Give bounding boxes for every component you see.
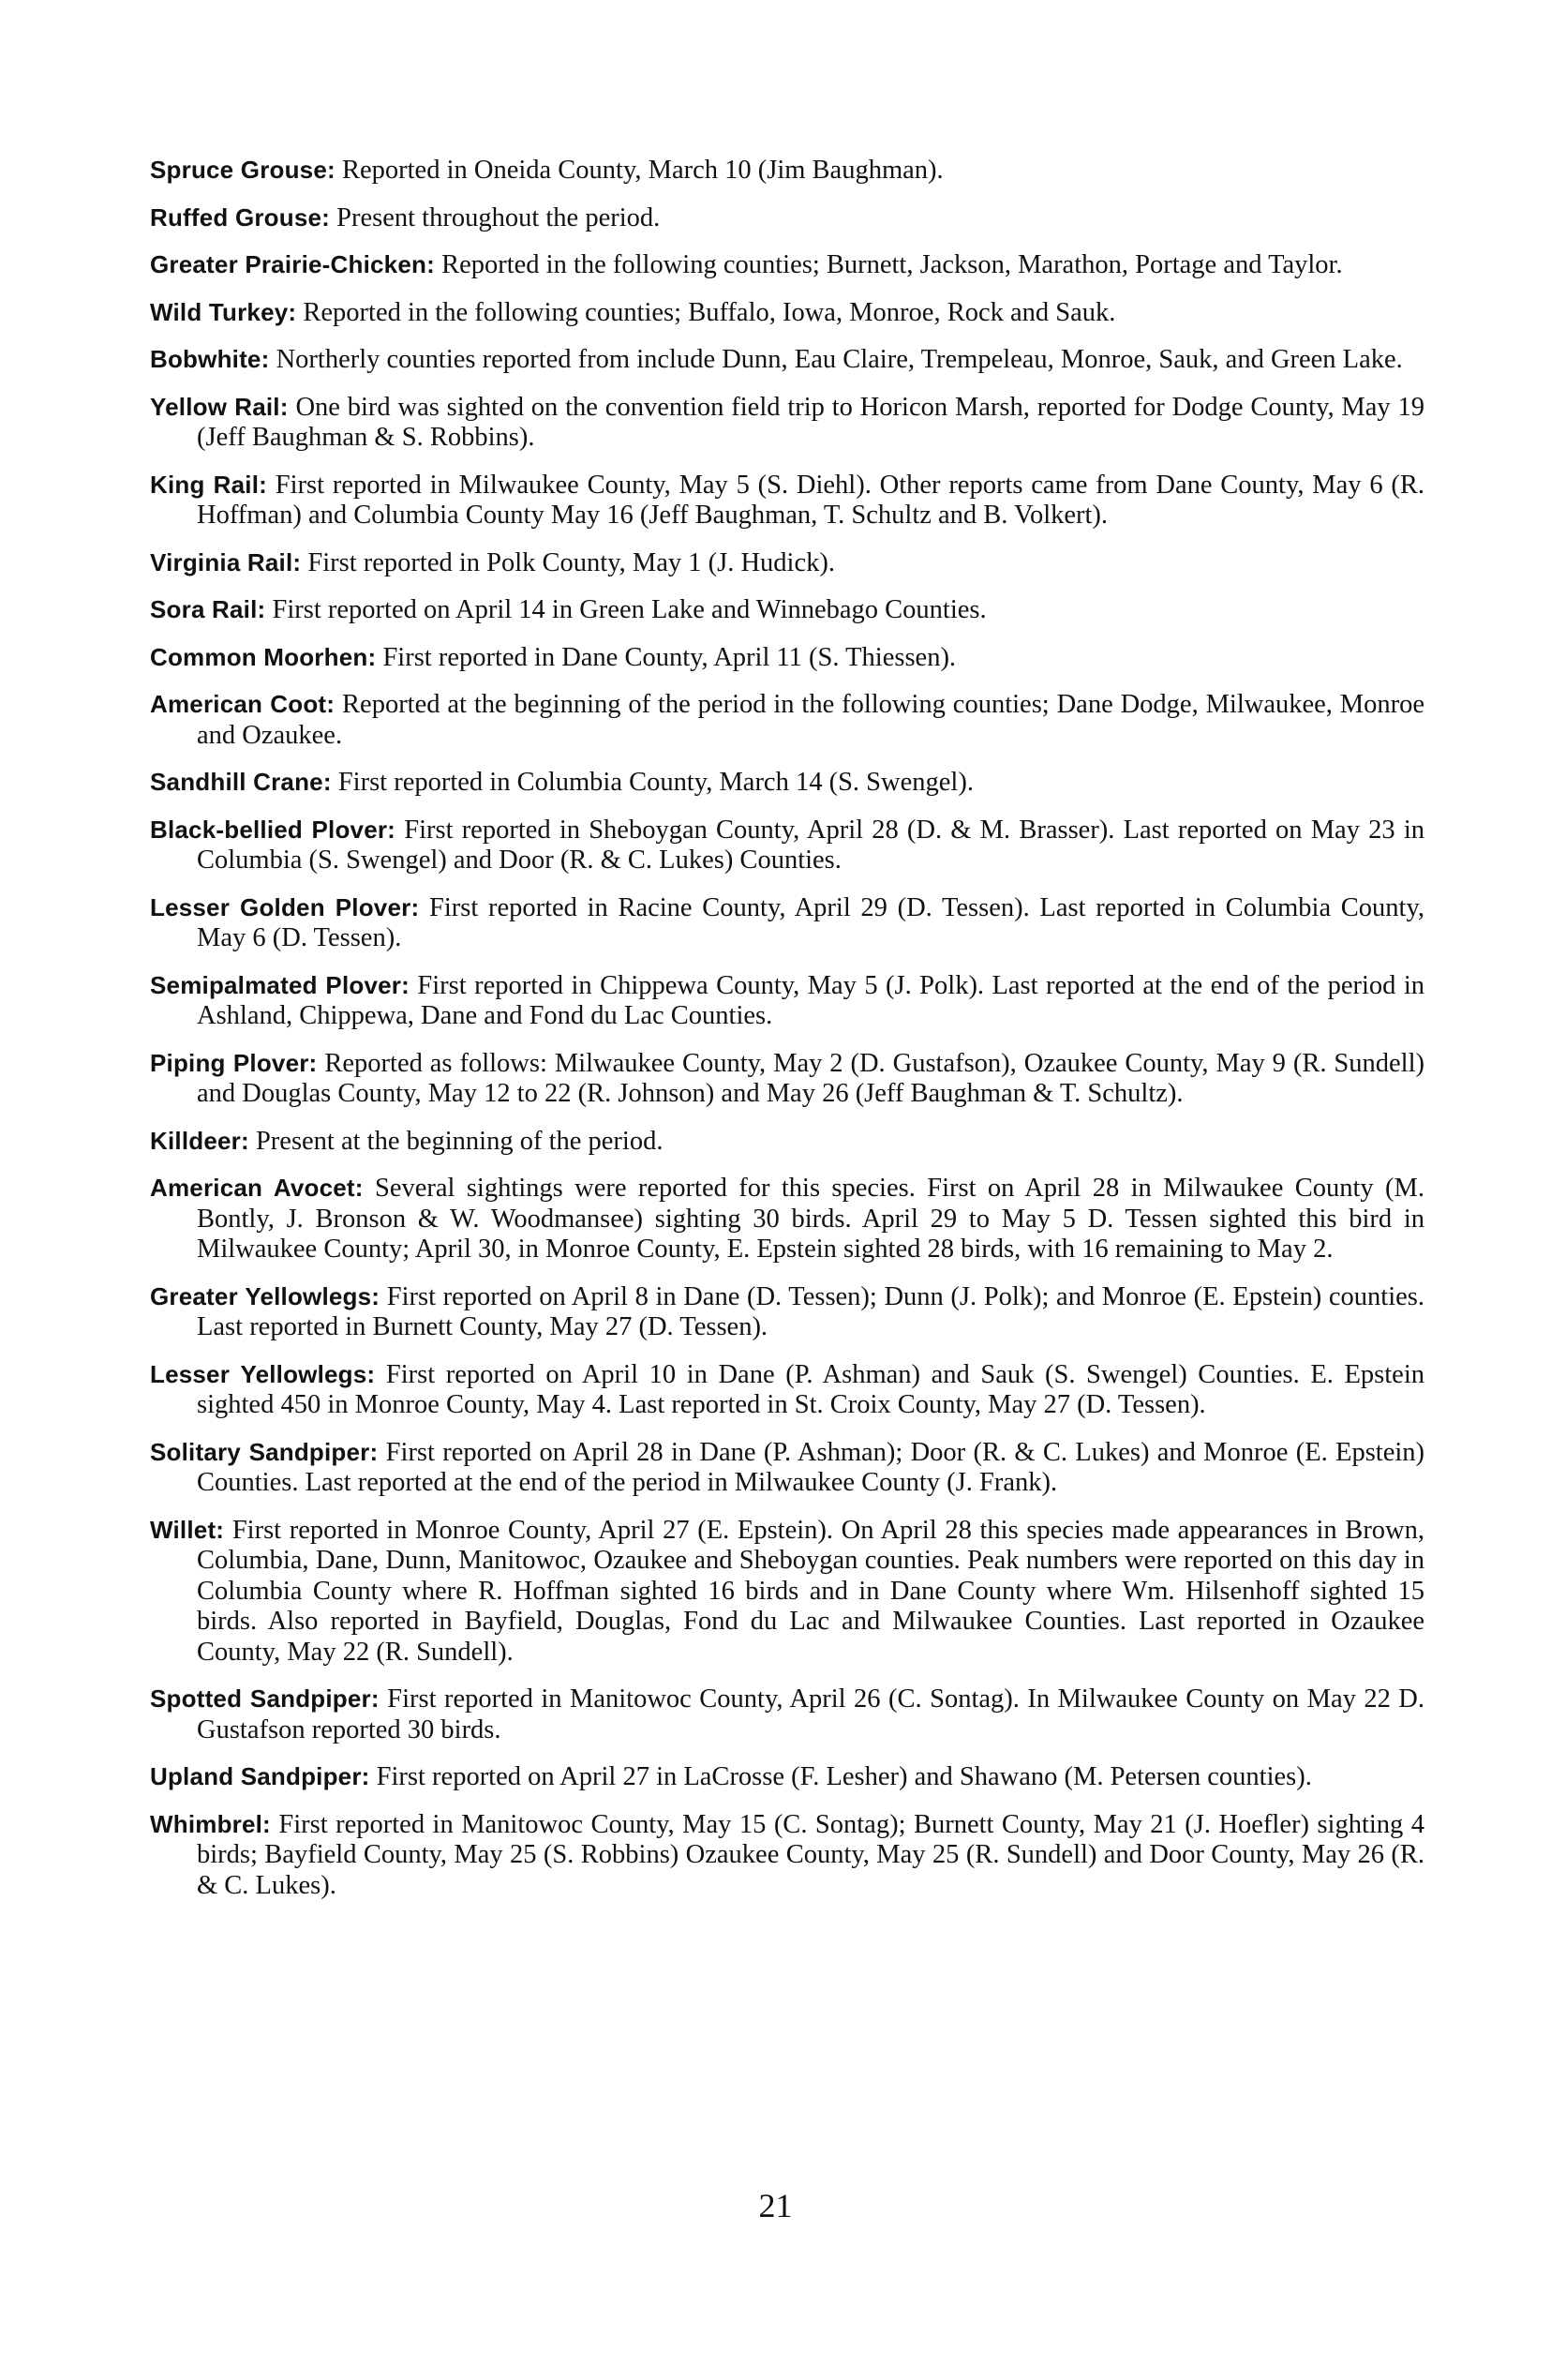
species-name: Bobwhite: [150,345,270,373]
entry-common-moorhen [150,642,1424,674]
entry-text: One bird was sighted on the convention field trip to Horicon Marsh, reported for Dodge County, May 19 (Jeff Baughman & S. Robbins). [197,392,1424,452]
species-name: Upland Sandpiper: [150,1762,370,1790]
entry-king-rail [150,470,1424,531]
entry-lesser-yellowlegs [150,1359,1424,1421]
entry-text: Reported in Oneida County, March 10 (Jim Baughman). [341,156,944,185]
entry-text: First reported on April 27 in LaCrosse (F. Lesher) and Shawano (M. Petersen counties). [376,1762,1312,1791]
entry-text: First reported in Chippewa County, May 5 (J. Polk). Last reported at the end of the period in Ashland, Chippewa, Dane and Fond du Lac Counties. [197,970,1425,1030]
entry-text: Several sightings were reported for this species. First on April 28 in Milwaukee County (M. Bontly, J. Bronson & W. Woodmansee) sighting 30 birds. April 29 to May 5 D. Tessen sighted this bird in Milwaukee County; April 30, in Monroe County, E. Epstein sighted 28 birds, with 16 remaining to May 2. [197,1174,1424,1264]
species-name: Whimbrel: [150,1809,271,1838]
entry-text: First reported in Dane County, April 11 (S. Thiessen). [382,642,957,672]
page-number: 21 [758,2187,793,2224]
entry-text: Reported in the following counties; Burnett, Jackson, Marathon, Portage and Taylor. [441,250,1343,279]
entry-yellow-rail [150,392,1424,454]
species-name: Greater Prairie-Chicken: [150,250,435,278]
entry-text: First reported on April 10 in Dane (P. Ashman) and Sauk (S. Swengel) Counties. E. Epstein sighted 450 in Monroe County, May 4. Last reported in St. Croix County, May 27 (D. Tessen). [197,1359,1424,1419]
species-name: Killdeer: [150,1126,249,1155]
species-name: Sora Rail: [150,595,266,623]
entry-text: Northerly counties reported from include Dunn, Eau Claire, Trempeleau, Monroe, Sauk, and Green Lake. [276,345,1403,374]
entry-text: Reported in the following counties; Buffalo, Iowa, Monroe, Rock and Sauk. [303,297,1116,327]
entry-text: First reported in Milwaukee County, May 5 (S. Diehl). Other reports came from Dane County, May 6 (R. Hoffman) and Columbia County May 16 (Jeff Baughman, T. Schultz and B. Volkert). [197,470,1424,530]
entry-american-avocet [150,1173,1424,1265]
species-name: Sandhill Crane: [150,768,332,796]
species-name: Spruce Grouse: [150,156,336,184]
entry-greater-yellowlegs [150,1281,1424,1343]
entry-spotted-sandpiper [150,1684,1424,1745]
entry-bobwhite [150,344,1424,376]
entry-semipalmated-plover [150,970,1424,1032]
entry-lesser-golden-plover [150,892,1424,954]
entry-piping-plover [150,1048,1424,1110]
entry-virginia-rail [150,547,1424,579]
species-name: Semipalmated Plover: [150,970,410,999]
entry-text: First reported on April 14 in Green Lake and Winnebago Counties. [272,595,987,624]
species-name: Lesser Yellowlegs: [150,1359,376,1388]
species-name: Spotted Sandpiper: [150,1684,380,1713]
entry-sora-rail [150,594,1424,626]
entry-wild-turkey [150,297,1424,329]
entry-text: Present throughout the period. [336,202,661,232]
species-name: Common Moorhen: [150,642,377,671]
entry-sandhill-crane [150,767,1424,799]
species-name: Willet: [150,1515,225,1544]
species-name: Solitary Sandpiper: [150,1437,379,1466]
entry-text: Reported at the beginning of the period in the following counties; Dane Dodge, Milwaukee, Monroe and Ozaukee. [197,690,1425,750]
entry-text: First reported on April 8 in Dane (D. Tessen); Dunn (J. Polk); and Monroe (E. Epstein) counties. Last reported in Burnett County, May 27 (D. Tessen). [197,1281,1425,1341]
entry-text: First reported in Columbia County, March 14 (S. Swengel). [337,768,974,797]
entry-text: First reported in Manitowoc County, May 15 (C. Sontag); Burnett County, May 21 (J. Hoefler) sighting 4 birds; Bayfield County, May 25 (S. Robbins) Ozaukee County, May 25 (R. Sundell) and Door County, May 26 (R. & C. Lukes). [197,1809,1425,1900]
entry-text: Reported as follows: Milwaukee County, May 2 (D. Gustafson), Ozaukee County, May 9 (R. Sundell) and Douglas County, May 12 to 22 (R. Johnson) and May 26 (Jeff Baughman & T. Schultz). [197,1048,1425,1108]
entry-greater-prairie-chicken [150,249,1424,281]
species-name: American Coot: [150,690,336,718]
entry-black-bellied-plover [150,815,1424,876]
species-name: Piping Plover: [150,1048,318,1077]
entry-killdeer [150,1126,1424,1158]
entry-text: First reported in Polk County, May 1 (J. Hudick). [307,547,835,577]
entry-ruffed-grouse [150,202,1424,234]
entry-upland-sandpiper [150,1761,1424,1793]
entry-text: First reported in Manitowoc County, April 26 (C. Sontag). In Milwaukee County on May 22 D. Gustafson reported 30 birds. [197,1684,1425,1744]
species-name: Black-bellied Plover: [150,815,396,844]
entry-text: First reported in Racine County, April 29 (D. Tessen). Last reported in Columbia County, May 6 (D. Tessen). [197,892,1424,952]
species-name: Virginia Rail: [150,547,302,576]
species-name: Ruffed Grouse: [150,202,331,232]
entry-whimbrel [150,1809,1424,1902]
species-name: Greater Yellowlegs: [150,1281,380,1310]
species-name: American Avocet: [150,1174,364,1202]
entry-american-coot [150,689,1424,751]
entry-solitary-sandpiper [150,1437,1424,1499]
species-name: Wild Turkey: [150,297,297,326]
entry-spruce-grouse [150,155,1424,187]
entry-text: First reported in Sheboygan County, April 28 (D. & M. Brasser). Last reported on May 23 in Columbia (S. Swengel) and Door (R. & C. Lukes) Counties. [197,815,1425,875]
entry-willet [150,1515,1424,1669]
document-page [150,155,1424,1917]
species-name: Yellow Rail: [150,392,289,421]
species-name: Lesser Golden Plover: [150,892,420,921]
entry-text: Present at the beginning of the period. [255,1126,664,1156]
entry-text: First reported on April 28 in Dane (P. Ashman); Door (R. & C. Lukes) and Monroe (E. Epstein) Counties. Last reported at the end of the period in Milwaukee County (J. Frank). [197,1437,1425,1497]
entry-text: First reported in Monroe County, April 27 (E. Epstein). On April 28 this species made appearances in Brown, Columbia, Dane, Dunn, Manitowoc, Ozaukee and Sheboygan counties. Peak numbers were reported on this day in Columbia County where R. Hoffman sighted 16 birds and in Dane County where Wm. Hilsenhoff sighted 15 birds. Also reported in Bayfield, Douglas, Fond du Lac and Milwaukee Counties. Last reported in Ozaukee County, May 22 (R. Sundell). [197,1515,1425,1667]
species-name: King Rail: [150,470,267,499]
